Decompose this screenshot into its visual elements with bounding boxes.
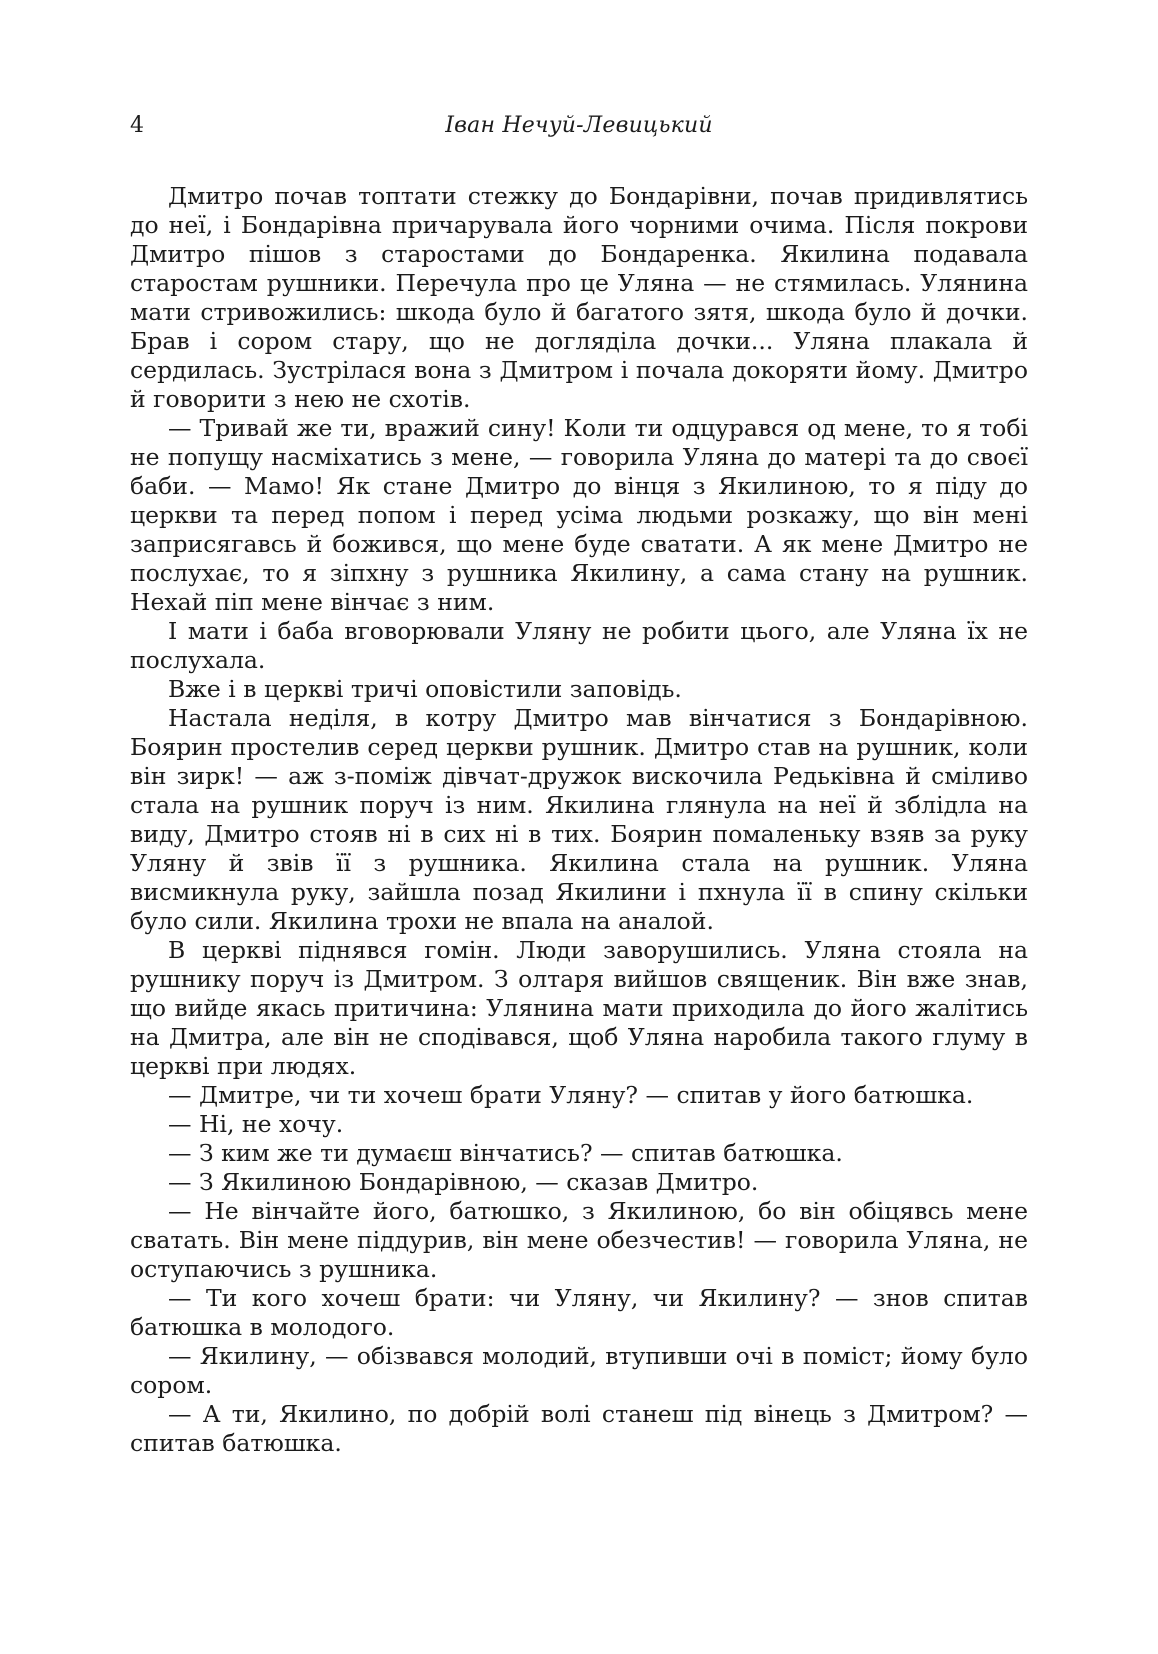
paragraph: — Дмитре, чи ти хочеш брати Уляну? — спитав у його батюшка. — [168, 1081, 974, 1109]
paragraph: — З Якилиною Бондарівною, — сказав Дмитро. — [168, 1168, 759, 1196]
paragraph: Дмитро почав топтати стежку до Бондарівни, почав придивлятись до неї, і Бондарівна причарувала його чорними очима. Після покрови Дмитро пішов з старостами до Бондаренка. Якилина подавала старостам рушники. Перечула про це Уляна — не стямилась. Улянина мати стривожились: шкода було й багатого зятя, шкода було й дочки. Брав і сором стару, що не догляділа дочки... Уляна плакала й сердилась. Зустрілася вона з Дмитром і почала докоряти йому. Дмитро й говорити з нею не схотів. — [130, 182, 1028, 413]
paragraph: Настала неділя, в котру Дмитро мав вінчатися з Бондарівною. Боярин простелив серед церкви рушник. Дмитро став на рушник, коли він зирк! — аж з-поміж дівчат-дружок вискочила Редьківна й сміливо стала на рушник поруч із ним. Якилина глянула на неї й зблідла на виду, Дмитро стояв ні в сих ні в тих. Боярин помаленьку взяв за руку Уляну й звів її з рушника. Якилина стала на рушник. Уляна висмикнула руку, зайшла позад Якилини і пхнула її в спину скільки було сили. Якилина трохи не впала на аналой. — [130, 704, 1028, 935]
paragraph: — Ти кого хочеш брати: чи Уляну, чи Якилину? — знов спитав батюшка в молодого. — [130, 1284, 1028, 1341]
paragraph: Вже і в церкві тричі оповістили заповідь. — [168, 675, 682, 703]
running-header: Іван Нечуй-Левицький — [445, 113, 713, 138]
paragraph: І мати і баба вговорювали Уляну не робити цього, але Уляна їх не послухала. — [130, 617, 1028, 674]
paragraph: — Ні, не хочу. — [168, 1110, 344, 1138]
paragraph: — Тривай же ти, вражий сину! Коли ти одцурався од мене, то я тобі не попущу насміхатись з мене, — говорила Уляна до матері та до своєї баби. — Мамо! Як стане Дмитро до вінця з Якилиною, то я піду до церкви та перед попом і перед усіма людьми розкажу, що він мені заприсягавсь й божився, що мене буде сватати. А як мене Дмитро не послухає, то я зіпхну з рушника Якилину, а сама стану на рушник. Нехай піп мене вінчає з ним. — [130, 414, 1028, 616]
paragraph: — Якилину, — обізвався молодий, втупивши очі в поміст; йому було сором. — [130, 1342, 1028, 1399]
paragraph: — Не вінчайте його, батюшко, з Якилиною, бо він обіцявсь мене сватать. Він мене піддурив, він мене обезчестив! — говорила Уляна, не оступаючись з рушника. — [130, 1197, 1028, 1283]
page-number: 4 — [130, 113, 144, 138]
paragraph: В церкві піднявся гомін. Люди заворушились. Уляна стояла на рушнику поруч із Дмитром. З олтаря вийшов священик. Він вже знав, що вийде якась притичина: Улянина мати приходила до його жалітись на Дмитра, але він не сподівався, щоб Уляна наробила такого глуму в церкві при людях. — [130, 936, 1028, 1080]
page-header — [130, 112, 1028, 144]
paragraph: — А ти, Якилино, по добрій волі станеш під вінець з Дмитром? — спитав батюшка. — [130, 1400, 1028, 1457]
paragraph: — З ким же ти думаєш вінчатись? — спитав батюшка. — [168, 1139, 843, 1167]
body-text — [130, 182, 1028, 1458]
